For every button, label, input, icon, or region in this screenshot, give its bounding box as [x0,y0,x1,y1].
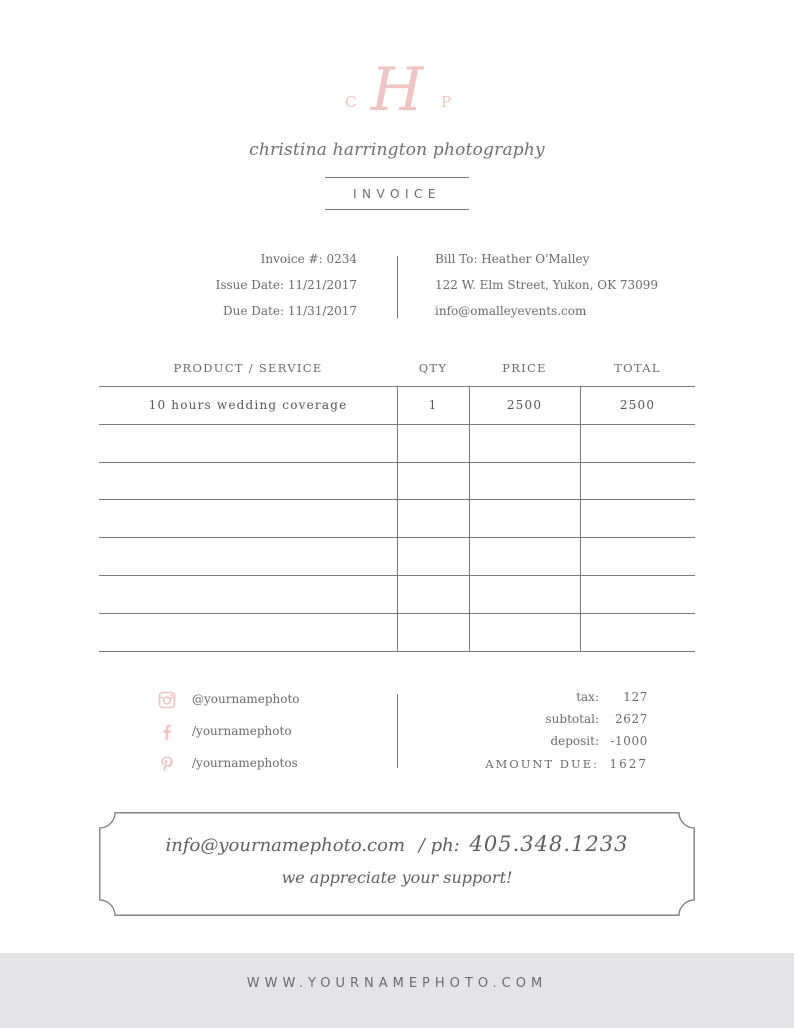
col-header-qty: QTY [418,361,448,375]
amount-due-label: AMOUNT DUE: [485,757,599,771]
document-title: INVOICE [353,187,441,201]
title-rule-top [325,177,469,178]
tax-label: tax: [576,690,599,704]
table-row-1-total: 2500 [619,398,656,412]
table-row-1-price: 2500 [506,398,543,412]
facebook-icon[interactable] [158,723,176,741]
col-header-price: PRICE [502,361,547,375]
bill-to-email: info@omalleyevents.com [435,304,587,318]
col-header-total: TOTAL [614,361,661,375]
contact-email[interactable]: info@yournamephoto.com [165,835,406,856]
monogram-letter-c: C [345,93,357,111]
table-col-divider [469,386,470,651]
deposit-value: -1000 [610,734,648,748]
monogram-letter-p: P [441,93,452,111]
facebook-handle[interactable]: /yournamephoto [192,724,292,738]
deposit-label: deposit: [550,734,599,748]
tax-value: 127 [623,690,648,704]
contact-frame [99,812,695,916]
issue-date: Issue Date: 11/21/2017 [215,278,357,292]
contact-line [0,832,794,856]
brand-name: christina harrington photography [249,140,545,160]
invoice-number: Invoice #: 0234 [260,252,357,266]
footer-info-divider [397,694,398,768]
info-divider [397,256,398,318]
col-header-product: PRODUCT / SERVICE [173,361,323,375]
monogram-letter-h: H [370,55,424,125]
instagram-handle[interactable]: @yournamephoto [192,692,300,706]
pinterest-handle[interactable]: /yournamephotos [192,756,298,770]
thanks-message: we appreciate your support! [281,868,513,887]
bill-to-address: 122 W. Elm Street, Yukon, OK 73099 [435,278,659,292]
title-rule-bottom [325,209,469,210]
subtotal-value: 2627 [615,712,648,726]
footer-website[interactable]: WWW.YOURNAMEPHOTO.COM [246,976,548,991]
amount-due-value: 1627 [609,757,648,771]
table-col-divider [397,386,398,651]
table-row-1-qty: 1 [428,398,438,412]
instagram-icon[interactable] [158,691,176,709]
contact-separator: / ph: [418,835,460,856]
pinterest-icon[interactable] [158,755,176,773]
subtotal-label: subtotal: [545,712,599,726]
bill-to-name: Bill To: Heather O'Malley [435,252,590,266]
contact-phone[interactable]: 405.348.1233 [469,832,629,856]
table-rule [99,651,695,652]
due-date: Due Date: 11/31/2017 [223,304,357,318]
table-row-1-product: 10 hours wedding coverage [148,398,348,412]
table-col-divider [580,386,581,651]
